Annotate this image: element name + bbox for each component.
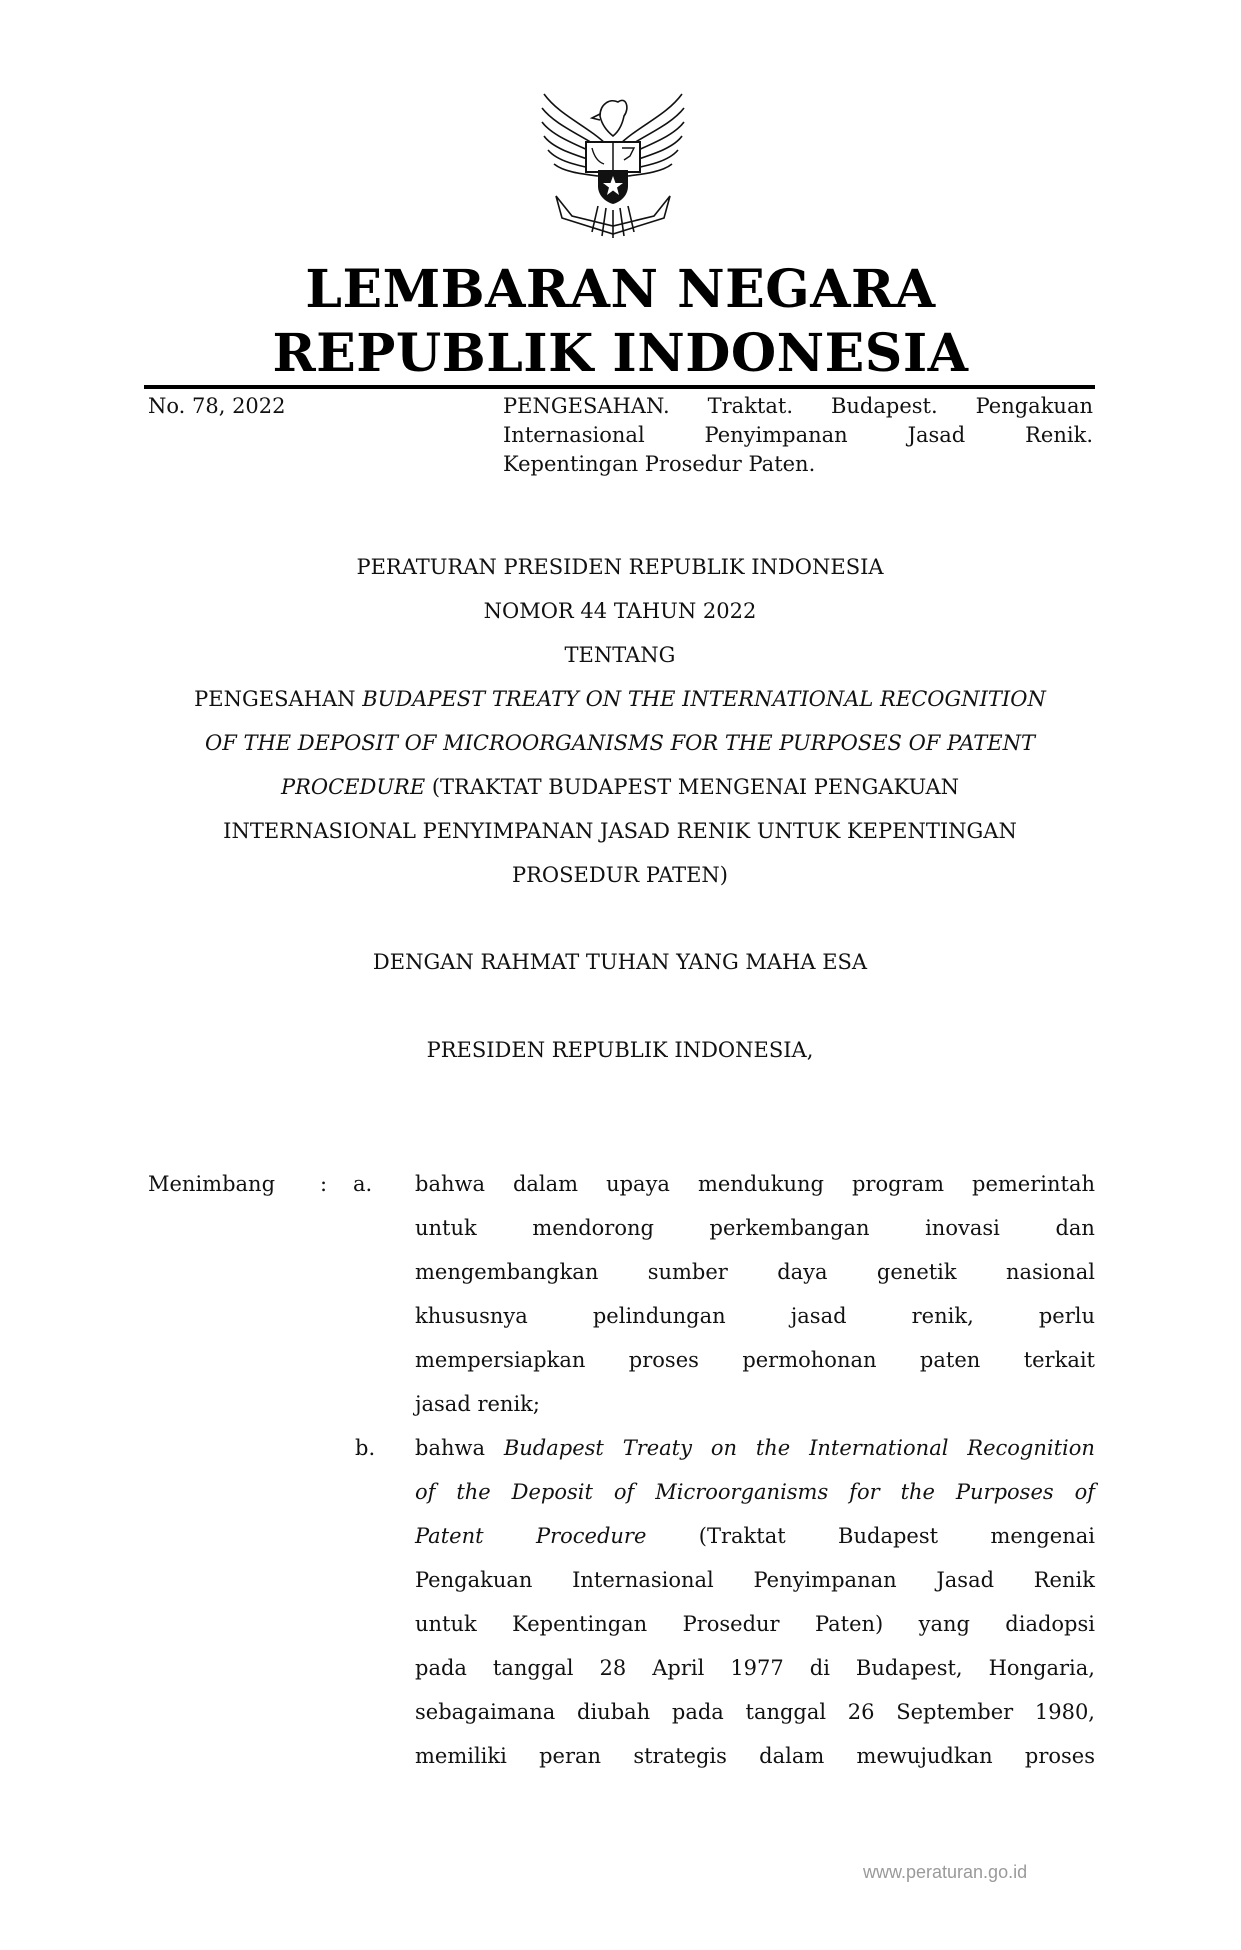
word: Budapest, [855,1656,963,1680]
word: Procedure [535,1524,647,1548]
subject-italic: PROCEDURE [280,775,426,799]
word: diubah [577,1700,651,1724]
word: jasad renik; [415,1392,540,1416]
regulation-subject-line [140,765,1100,809]
gazette-title-line2: REPUBLIK INDONESIA [272,323,969,384]
word: proses [628,1348,699,1372]
considerations-label: Menimbang [148,1172,276,1196]
word: of [415,1480,436,1504]
word: bahwa [415,1436,485,1460]
regulation-subject-line [140,721,1100,765]
word: genetik [876,1260,957,1284]
consideration-item-a [415,1162,1095,1426]
paragraph-line [415,1338,1095,1382]
word: tanggal [745,1700,827,1724]
word: sebagaimana [415,1700,556,1724]
word: April [652,1656,705,1680]
considerations-separator: : [320,1172,328,1196]
word: jasad [790,1304,847,1328]
word: diadopsi [1005,1612,1095,1636]
item-marker-a: a. [353,1172,373,1196]
regulation-subject-line: INTERNASIONAL PENYIMPANAN JASAD RENIK UNTUK KEPENTINGAN [223,819,1017,843]
word: 1977 [730,1656,784,1680]
word: proses [1024,1744,1095,1768]
word: pelindungan [592,1304,726,1328]
word: (Traktat [698,1524,786,1548]
word: mengembangkan [415,1260,599,1284]
word: mendorong [532,1216,654,1240]
word: pemerintah [972,1172,1095,1196]
word: mempersiapkan [415,1348,586,1372]
paragraph-line [415,1690,1095,1734]
word: daya [777,1260,828,1284]
gazette-summary [503,392,1093,479]
issuer: PRESIDEN REPUBLIK INDONESIA, [426,1038,814,1062]
header-rule [144,385,1095,389]
word: mengenai [990,1524,1095,1548]
regulation-type: PERATURAN PRESIDEN REPUBLIK INDONESIA [356,555,884,579]
word: strategis [633,1744,727,1768]
word: of [1074,1480,1095,1504]
paragraph-line [415,1514,1095,1558]
word: on [710,1436,737,1460]
word: Kepentingan [512,1612,648,1636]
garuda-emblem-icon [538,86,688,246]
word: tanggal [492,1656,574,1680]
word: pada [671,1700,724,1724]
word: perlu [1038,1304,1095,1328]
word: Budapest [838,1524,939,1548]
word: untuk [415,1612,477,1636]
word: permohonan [742,1348,877,1372]
regulation-number: NOMOR 44 TAHUN 2022 [483,599,757,623]
word: mendukung [697,1172,824,1196]
word: of [613,1480,635,1504]
gazette-summary-line: Kepentingan Prosedur Paten. [503,452,816,476]
word: Internasional [572,1568,714,1592]
subject-text: (TRAKTAT BUDAPEST MENGENAI PENGAKUAN [425,775,960,799]
paragraph-line [415,1558,1095,1602]
paragraph-line [415,1162,1095,1206]
word: September [896,1700,1014,1724]
word: Deposit [511,1480,593,1504]
word: untuk [415,1216,477,1240]
word: for [849,1480,880,1504]
word: Recognition [967,1436,1095,1460]
word: di [809,1656,830,1680]
paragraph-line [415,1470,1095,1514]
word: inovasi [925,1216,1000,1240]
word: Patent [415,1524,484,1548]
invocation: DENGAN RAHMAT TUHAN YANG MAHA ESA [372,950,868,974]
word: mewujudkan [856,1744,993,1768]
regulation-subject-line: PROSEDUR PATEN) [511,863,729,887]
word: memiliki [415,1744,507,1768]
word: khususnya [415,1304,528,1328]
subject-text: PENGESAHAN [194,687,363,711]
paragraph-line [415,1206,1095,1250]
word: Renik [1033,1568,1095,1592]
word: the [755,1436,791,1460]
word: Prosedur [682,1612,780,1636]
paragraph-line [415,1602,1095,1646]
paragraph-line [415,1426,1095,1470]
paragraph-line [415,1250,1095,1294]
word: the [456,1480,491,1504]
word: Pengakuan [415,1568,533,1592]
word: 28 [599,1656,627,1680]
word: Treaty [622,1436,692,1460]
word: Jasad [936,1568,995,1592]
word: bahwa [415,1172,485,1196]
word: Purposes [955,1480,1054,1504]
watermark-url: www.peraturan.go.id [863,1862,1028,1882]
regulation-tentang: TENTANG [564,643,676,667]
word: pada [415,1656,467,1680]
word: the [900,1480,935,1504]
word: dalam [512,1172,579,1196]
word: Penyimpanan [753,1568,897,1592]
regulation-subject-line [140,677,1100,721]
item-marker-b: b. [355,1436,376,1460]
paragraph-line [415,1646,1095,1690]
gazette-summary-line: Internasional Penyimpanan Jasad Renik. [503,423,1093,447]
word: 1980, [1034,1700,1095,1724]
gazette-title-line1: LEMBARAN NEGARA [305,259,936,320]
word: Microorganisms [655,1480,829,1504]
word: Budapest [503,1436,604,1460]
subject-italic: OF THE DEPOSIT OF MICROORGANISMS FOR THE PURPOSES OF PATENT [204,731,1035,755]
consideration-item-b [415,1426,1095,1778]
gazette-number: No. 78, 2022 [148,394,286,418]
word: 26 [847,1700,875,1724]
word: dan [1055,1216,1095,1240]
word: Hongaria, [988,1656,1095,1680]
word: yang [918,1612,970,1636]
paragraph-line [415,1294,1095,1338]
word: peran [539,1744,602,1768]
word: International [809,1436,949,1460]
regulation-heading [140,545,1100,897]
word: sumber [647,1260,728,1284]
word: program [851,1172,945,1196]
word: Paten) [814,1612,884,1636]
word: paten [919,1348,981,1372]
word: dalam [759,1744,825,1768]
paragraph-line [415,1734,1095,1778]
word: renik, [911,1304,974,1328]
word: upaya [606,1172,670,1196]
word: perkembangan [709,1216,870,1240]
gazette-summary-line: PENGESAHAN. Traktat. Budapest. Pengakuan [503,394,1093,418]
paragraph-line [415,1382,1095,1426]
subject-italic: BUDAPEST TREATY ON THE INTERNATIONAL RECOGNITION [362,687,1046,711]
word: terkait [1023,1348,1095,1372]
word: nasional [1006,1260,1095,1284]
